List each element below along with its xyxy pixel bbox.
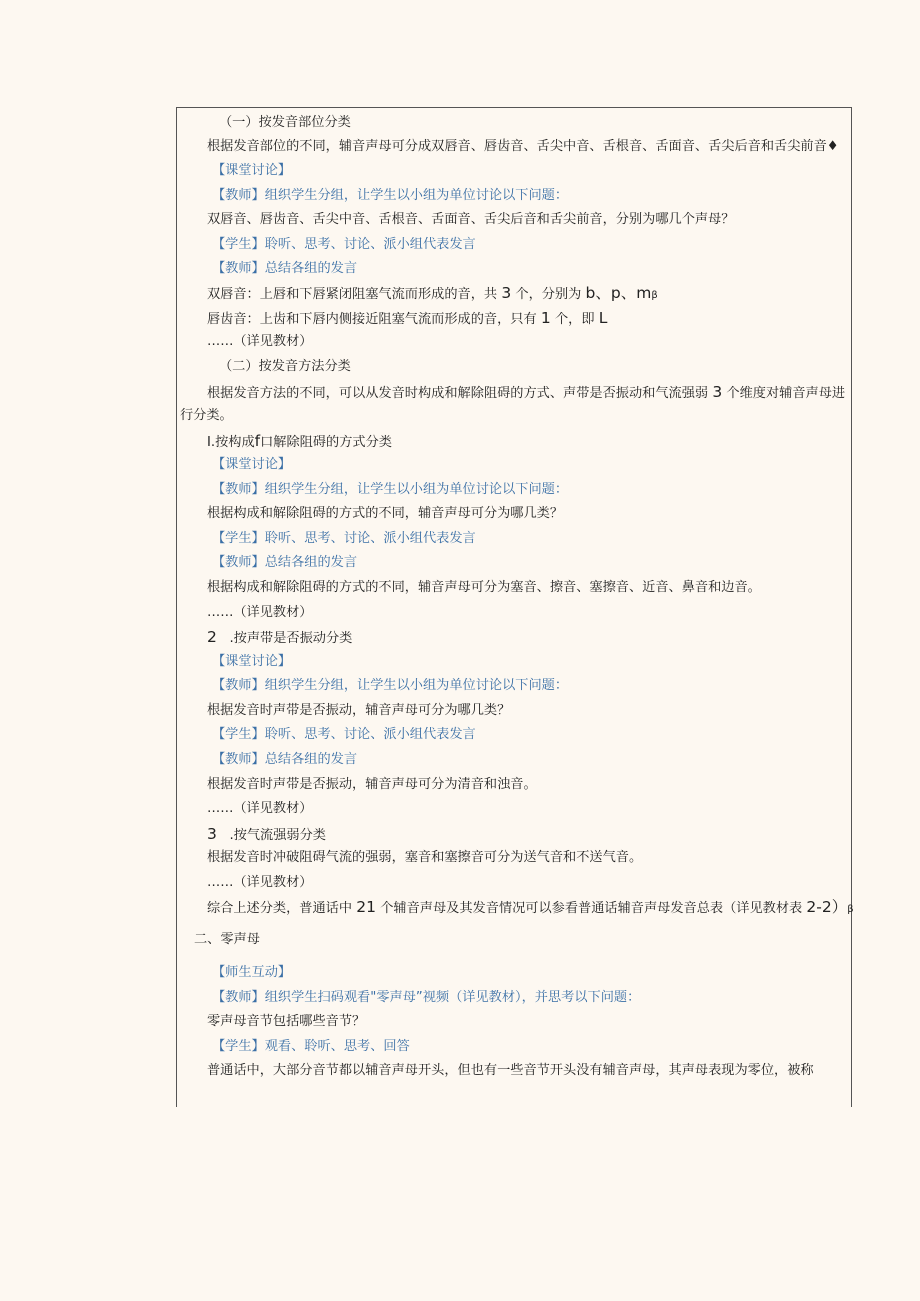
heading-place-of-articulation: （一）按发音部位分类 [219, 115, 351, 130]
question: 根据构成和解除阻碍的方式的不同，辅音声母可分为哪几类？ [207, 506, 564, 521]
see-textbook: ……（详见教材） [207, 334, 313, 349]
teacher-instruction: 【教师】组织学生分组，让学生以小组为单位讨论以下问题： [212, 482, 569, 497]
teacher-instruction: 【教师】组织学生扫码观看"零声母”视频（详见教材），并思考以下问题： [212, 990, 641, 1005]
question: 根据发音时声带是否振动，辅音声母可分为哪几类？ [207, 703, 511, 718]
paragraph: 根据发音方法的不同，可以从发音时构成和解除阻碍的方式、声带是否振动和气流强弱 3 个维度对辅音声母进 [207, 383, 846, 401]
question: 零声母音节包括哪些音节？ [207, 1014, 366, 1029]
paragraph: 普通话中，大部分音节都以辅音声母开头，但也有一些音节开头没有辅音声母，其声母表现为零位，被称 [207, 1063, 814, 1078]
paragraph: 根据发音时冲破阻碍气流的强弱，塞音和塞擦音可分为送气音和不送气音。 [207, 850, 643, 865]
tag-class-discussion: 【课堂讨论】 [212, 163, 292, 178]
see-textbook: ……（详见教材） [207, 801, 313, 816]
teacher-instruction: 【教师】组织学生分组，让学生以小组为单位讨论以下问题： [212, 188, 569, 203]
tag-interaction: 【师生互动】 [212, 965, 292, 980]
student-activity: 【学生】观看、聆听、思考、回答 [212, 1039, 410, 1054]
teacher-summary: 【教师】总结各组的发言 [212, 555, 358, 570]
heading-zero-initial: 二、零声母 [194, 932, 260, 947]
teacher-summary: 【教师】总结各组的发言 [212, 261, 358, 276]
heading-manner-of-articulation: （二）按发音方法分类 [219, 359, 351, 374]
paragraph-bilabial: 双唇音：上唇和下唇紧闭阻塞气流而形成的音，共 3 个，分别为 b、p、mβ [207, 284, 658, 302]
see-textbook: ……（详见教材） [207, 875, 313, 890]
paragraph-continuation: 行分类。 [180, 408, 233, 423]
student-activity: 【学生】聆听、思考、讨论、派小组代表发言 [212, 727, 476, 742]
paragraph: 根据发音部位的不同，辅音声母可分成双唇音、唇齿音、舌尖中音、舌根音、舌面音、舌尖后音和舌尖前音♦ [207, 139, 839, 154]
student-activity: 【学生】聆听、思考、讨论、派小组代表发言 [212, 531, 476, 546]
student-activity: 【学生】聆听、思考、讨论、派小组代表发言 [212, 237, 476, 252]
teacher-instruction: 【教师】组织学生分组，让学生以小组为单位讨论以下问题： [212, 678, 569, 693]
paragraph: 根据发音时声带是否振动，辅音声母可分为清音和浊音。 [207, 777, 537, 792]
tag-class-discussion: 【课堂讨论】 [212, 654, 292, 669]
paragraph-labiodental: 唇齿音：上齿和下唇内侧接近阻塞气流而形成的音，只有 1 个，即 L [207, 309, 608, 327]
subheading-3: 3 .按气流强弱分类 [207, 825, 326, 843]
see-textbook: ……（详见教材） [207, 605, 313, 620]
question: 双唇音、唇齿音、舌尖中音、舌根音、舌面音、舌尖后音和舌尖前音，分别为哪几个声母？ [207, 212, 735, 227]
subheading-2: 2 .按声带是否振动分类 [207, 628, 353, 646]
teacher-summary: 【教师】总结各组的发言 [212, 752, 358, 767]
paragraph: 根据构成和解除阻碍的方式的不同，辅音声母可分为塞音、擦音、塞擦音、近音、鼻音和边音。 [207, 580, 761, 595]
subheading-1: I.按构成f口解除阻碍的方式分类 [207, 432, 392, 450]
tag-class-discussion: 【课堂讨论】 [212, 457, 292, 472]
paragraph-summary: 综合上述分类，普通话中 21 个辅音声母及其发音情况可以参看普通话辅音声母发音总表（详见教材表 2-2）β [207, 898, 854, 916]
